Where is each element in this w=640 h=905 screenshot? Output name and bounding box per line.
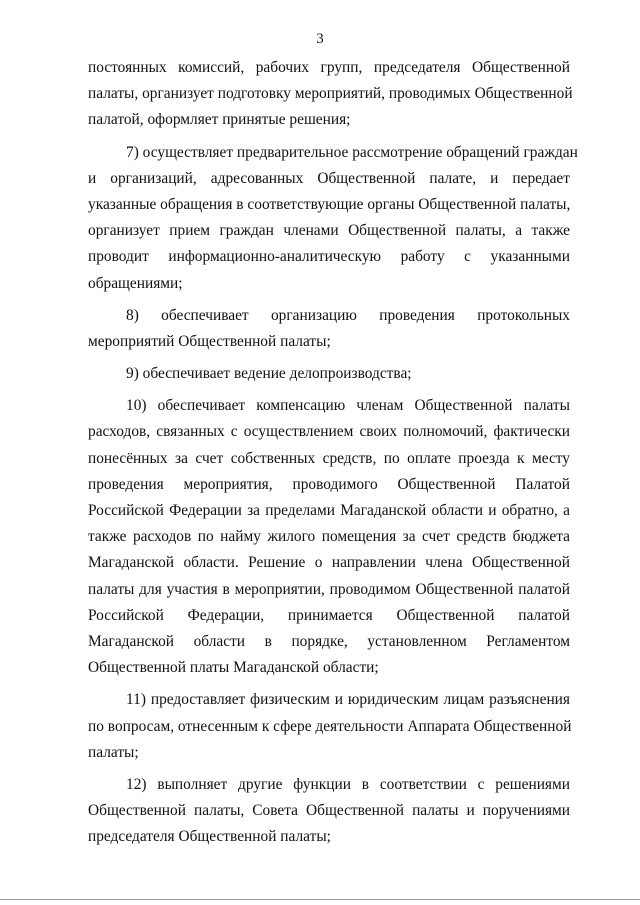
text-line: Российской Федерации за пределами Магаданской области и обратно, а	[88, 502, 570, 519]
paragraph	[88, 55, 573, 134]
text-line: Магаданской области. Решение о направлении члена Общественной	[88, 554, 570, 572]
text-line: председателя Общественной палаты;	[88, 828, 331, 846]
text-line: Магаданской области в порядке, установленном Регламентом	[88, 632, 570, 650]
text-line: Общественной платы Магаданской области;	[88, 659, 379, 677]
text-line: проведения мероприятия, проводимого Общественной Палатой	[88, 475, 570, 493]
text-line: 9) обеспечивает ведение делопроизводства;	[126, 365, 412, 383]
text-line: указанные обращения в соответствующие органы Общественной палаты,	[88, 195, 571, 213]
text-line: и организаций, адресованных Общественной палате, и передает	[88, 169, 570, 187]
text-line: Общественной палаты, Совета Общественной палаты и поручениями	[88, 802, 570, 820]
text-line: понесённых за счет собственных средств, по оплате проезда к месту	[88, 449, 570, 467]
text-line: палаты для участия в мероприятии, проводимом Общественной палатой	[88, 580, 570, 598]
paragraph	[88, 140, 578, 297]
text-line: постоянных комиссий, рабочих групп, председателя Общественной	[88, 59, 570, 76]
paragraph	[88, 772, 570, 851]
text-line: мероприятий Общественной палаты;	[88, 332, 331, 350]
scan-edge-line	[0, 899, 640, 900]
text-line: также расходов по найму жилого помещения за счет средств бюджета	[88, 528, 570, 546]
text-line: 11) предоставляет физическим и юридическим лицам разъяснения	[126, 691, 570, 709]
text-line: по вопросам, отнесенным к сфере деятельности Аппарата Общественной	[88, 717, 572, 735]
text-line: палаты, организует подготовку мероприятий, проводимых Общественной	[88, 85, 573, 103]
paragraph	[88, 361, 570, 387]
document-body	[88, 55, 578, 856]
text-line: Российской Федерации, принимается Общественной палатой	[88, 606, 570, 624]
paragraph	[88, 303, 570, 355]
text-line: 7) осуществляет предварительное рассмотрение обращений граждан	[126, 143, 578, 161]
text-line: проводит информационно-аналитическую работу с указанными	[88, 248, 570, 266]
text-line: организует прием граждан членами Общественной палаты, а также	[88, 222, 570, 240]
text-line: обращениями;	[88, 274, 183, 292]
paragraph	[88, 687, 570, 766]
paragraph	[88, 393, 570, 681]
text-line: 10) обеспечивает компенсацию членам Общественной палаты	[126, 397, 570, 415]
text-line: палаты;	[88, 743, 139, 761]
text-line: 8) обеспечивает организацию проведения протокольных	[126, 306, 570, 324]
page-number: 3	[316, 31, 324, 47]
text-line: расходов, связанных с осуществлением своих полномочий, фактически	[88, 423, 570, 441]
text-line: 12) выполняет другие функции в соответствии с решениями	[126, 775, 570, 793]
text-line: палатой, оформляет принятые решения;	[88, 111, 351, 129]
